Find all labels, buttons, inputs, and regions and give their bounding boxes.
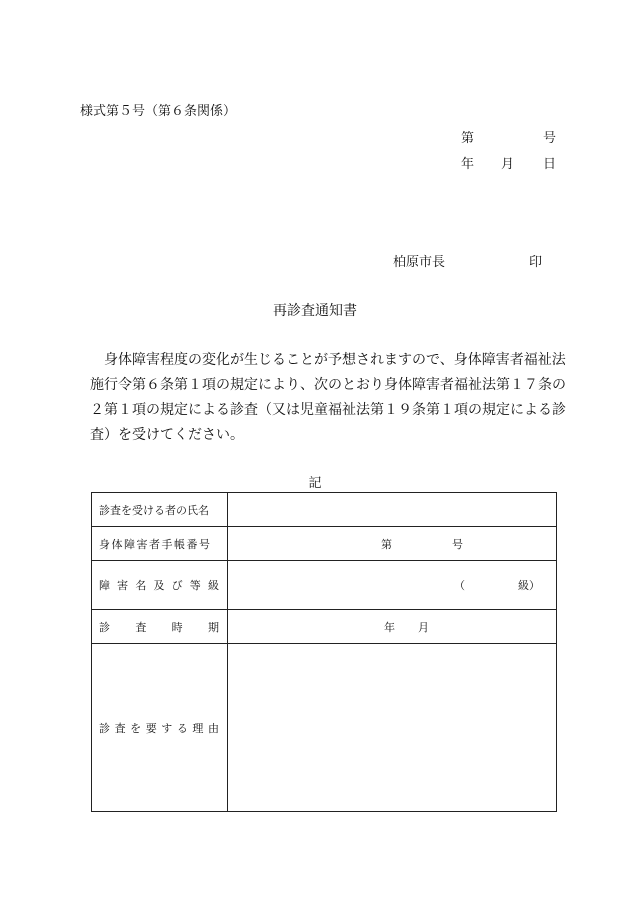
body-line-3: ２第１項の規定による診査（又は児童福祉法第１９条第１項の規定による診 <box>90 402 566 418</box>
period-month: 月 <box>418 620 429 634</box>
reason-char-3: を <box>130 721 142 735</box>
grade-open-paren: （ <box>454 579 465 592</box>
value-period <box>228 610 557 644</box>
period-char-2: 査 <box>135 620 147 634</box>
label-period <box>92 610 228 644</box>
row-disability <box>92 561 557 610</box>
date-month: 月 <box>501 157 515 172</box>
disability-char-2: 害 <box>117 579 129 592</box>
reason-char-8: 由 <box>207 721 219 735</box>
disability-char-4: 及 <box>153 579 165 592</box>
period-char-3: 時 <box>171 620 183 634</box>
date-year: 年 <box>461 157 475 172</box>
disability-char-6: 等 <box>189 579 201 592</box>
disability-char-5: び <box>171 579 183 592</box>
body-line-4: 査）を受けてください。 <box>90 427 244 443</box>
seal-mark: 印 <box>529 255 543 270</box>
handbook-prefix: 第 <box>381 537 392 551</box>
disability-char-3: 名 <box>135 579 147 592</box>
doc-number-prefix: 第 <box>461 131 475 146</box>
ki-heading: 記 <box>308 476 322 491</box>
form-number: 様式第５号（第６条関係） <box>80 104 237 119</box>
period-char-4: 期 <box>207 620 219 634</box>
period-char-1: 診 <box>99 620 110 634</box>
label-reason <box>92 644 228 812</box>
label-handbook: 身体障害者手帳番号 <box>92 527 228 561</box>
body-line-2: 施行令第６条第１項の規定により、次のとおり身体障害者福祉法第１７条の <box>90 377 566 393</box>
grade-close: 級） <box>518 579 540 592</box>
date-day: 日 <box>543 157 557 172</box>
info-table <box>91 492 557 812</box>
document-title: 再診査通知書 <box>273 303 357 319</box>
period-year: 年 <box>384 620 395 634</box>
reason-char-6: る <box>176 721 188 735</box>
issuer-title: 柏原市長 <box>393 255 446 270</box>
body-line-1: 身体障害程度の変化が生じることが予想されますので、身体障害者福祉法 <box>90 352 566 368</box>
value-handbook <box>228 527 557 561</box>
reason-char-5: す <box>161 721 173 735</box>
reason-char-4: 要 <box>145 721 157 735</box>
disability-char-1: 障 <box>99 579 110 592</box>
reason-char-7: 理 <box>192 721 204 735</box>
label-disability <box>92 561 228 610</box>
value-name <box>228 493 557 527</box>
value-reason <box>228 644 557 812</box>
doc-number-suffix: 号 <box>543 131 557 146</box>
row-reason <box>92 644 557 812</box>
handbook-suffix: 号 <box>452 537 463 551</box>
row-period <box>92 610 557 644</box>
value-disability <box>228 561 557 610</box>
row-name <box>92 493 557 527</box>
reason-char-1: 診 <box>99 721 110 735</box>
disability-char-7: 級 <box>207 579 219 592</box>
label-name: 診査を受ける者の氏名 <box>92 493 228 527</box>
row-handbook <box>92 527 557 561</box>
reason-char-2: 査 <box>114 721 126 735</box>
